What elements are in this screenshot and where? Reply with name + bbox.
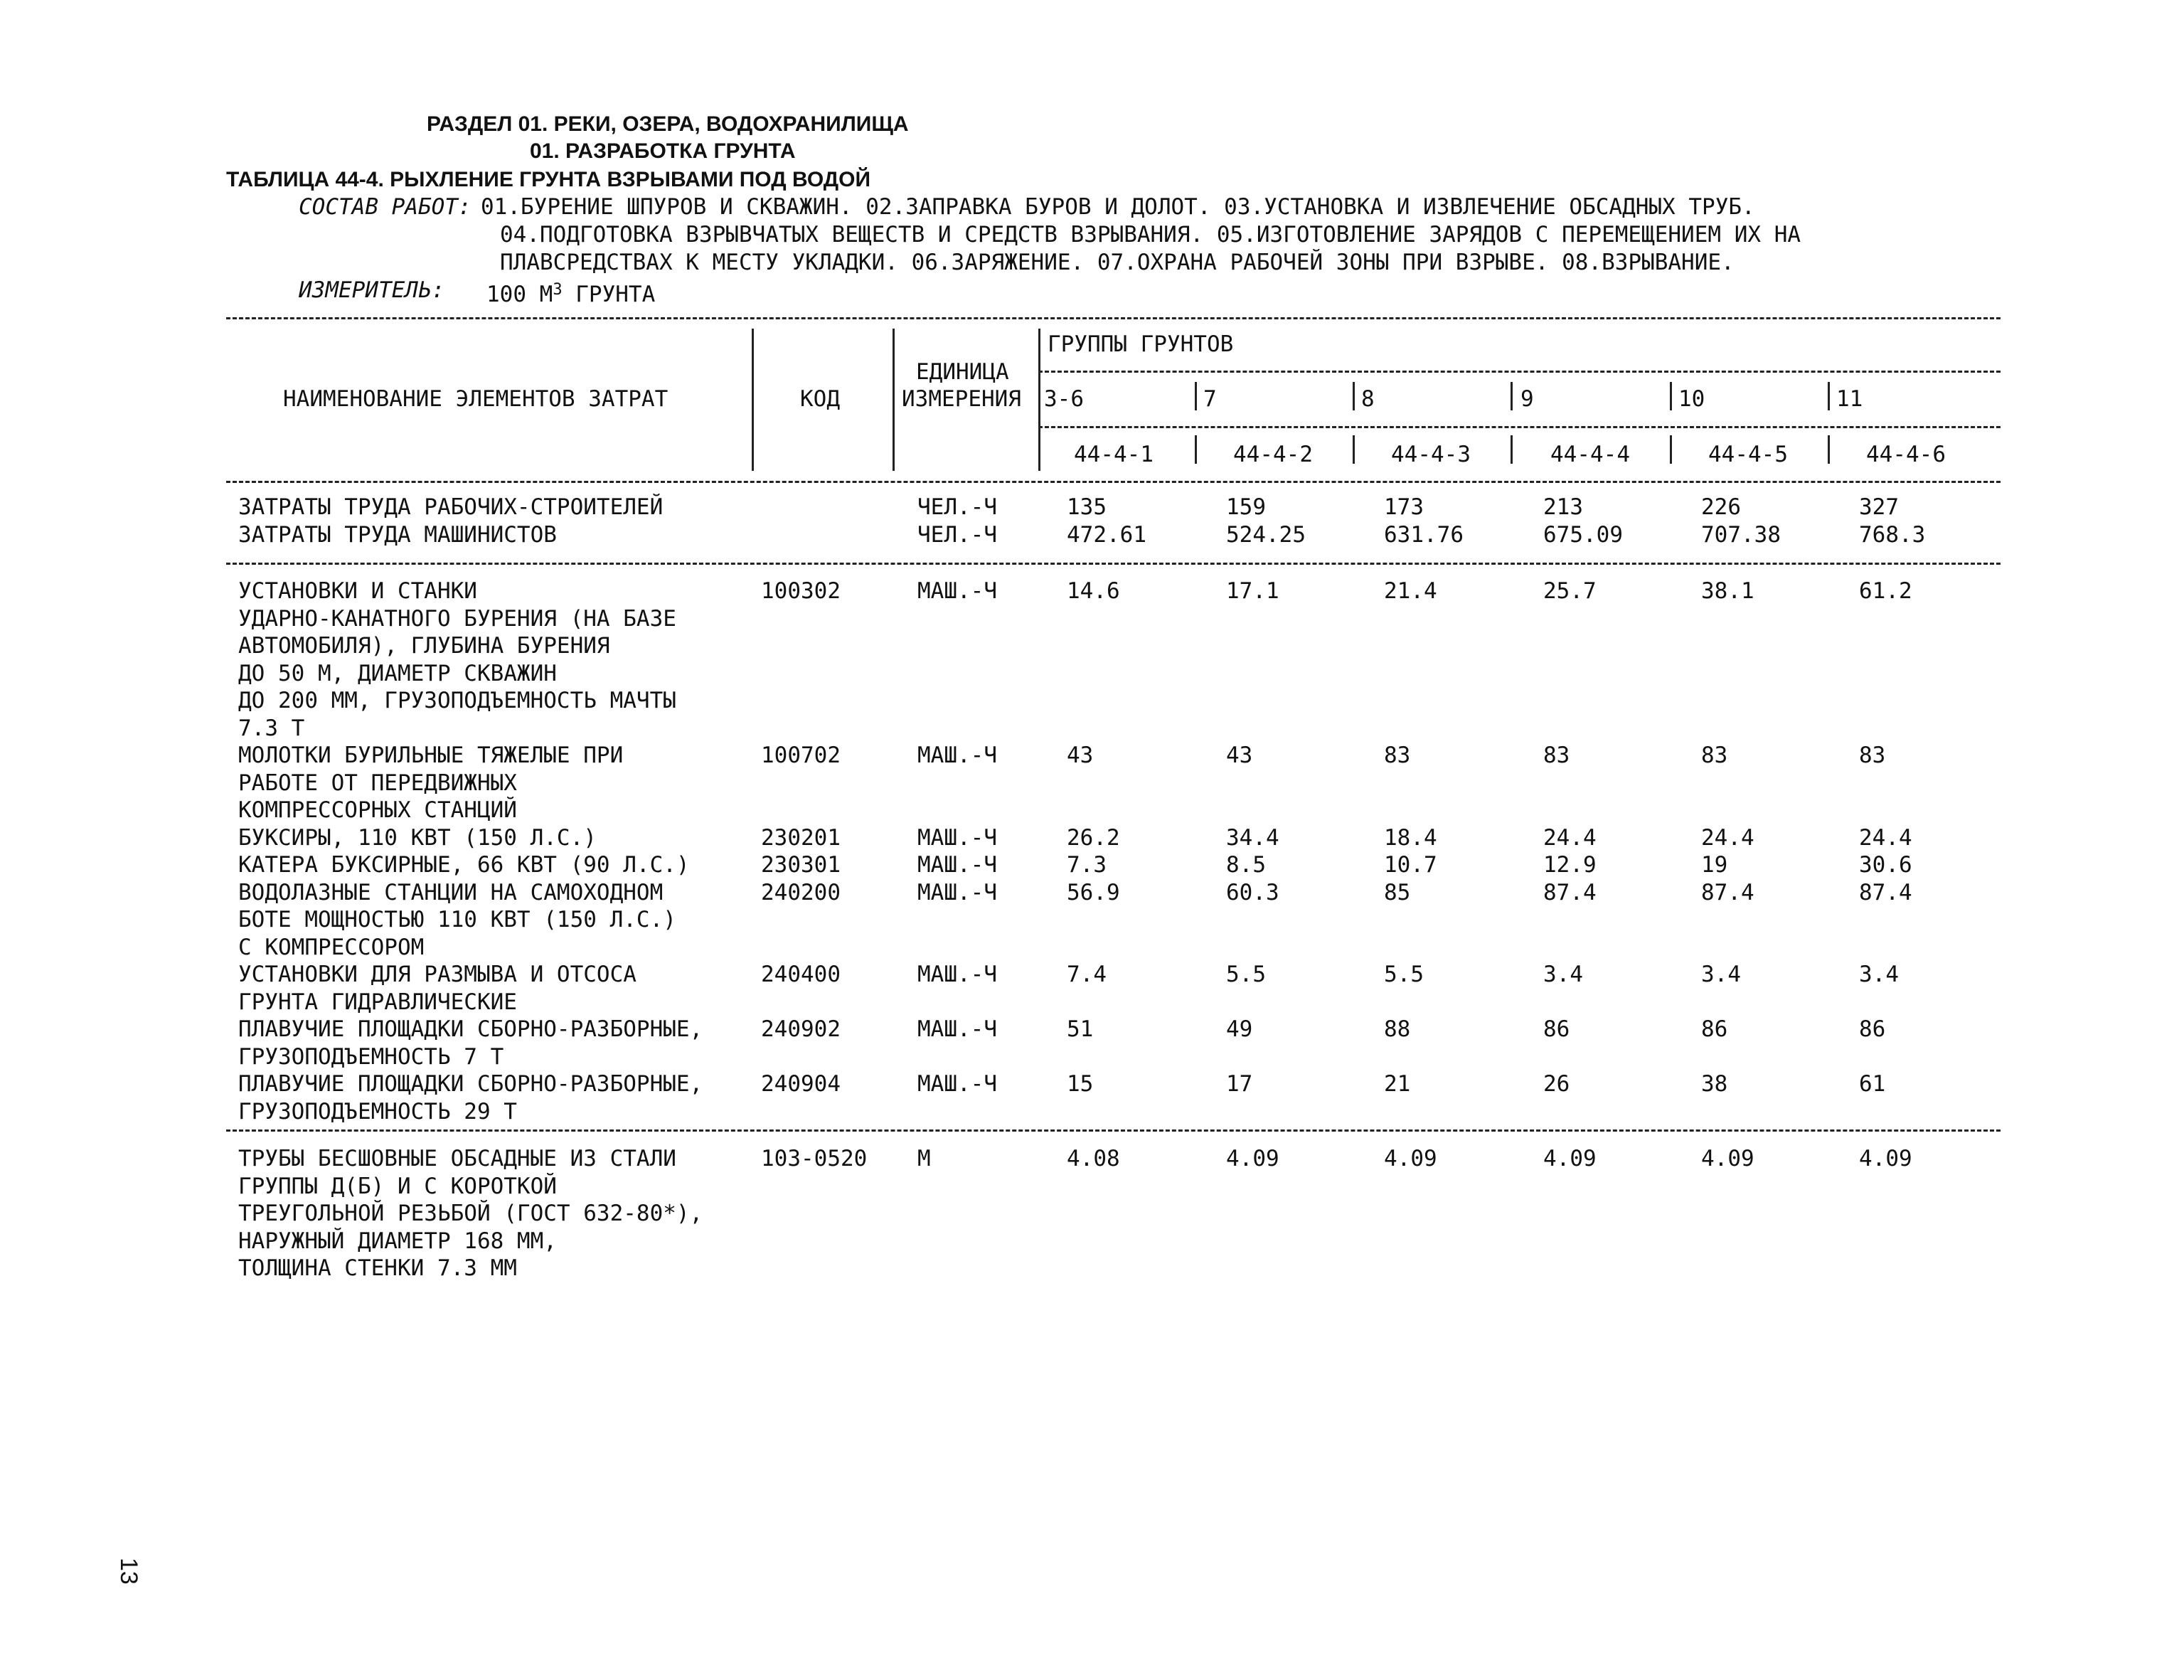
row-name-line: ГРУППЫ Д(Б) И С КОРОТКОЙ bbox=[238, 1173, 557, 1199]
row-value: 60.3 bbox=[1226, 879, 1279, 905]
row-name-line: ВОДОЛАЗНЫЕ СТАНЦИИ НА САМОХОДНОМ bbox=[238, 879, 664, 905]
row-value: 4.09 bbox=[1701, 1146, 1754, 1171]
row-value: 83 bbox=[1701, 743, 1728, 768]
row-value: 83 bbox=[1543, 743, 1570, 768]
work-label: СОСТАВ РАБОТ: bbox=[299, 194, 472, 220]
group-divider bbox=[1670, 382, 1672, 410]
row-value: 3.4 bbox=[1543, 962, 1583, 987]
row-name-line: ГРУЗОПОДЪЕМНОСТЬ 7 Т bbox=[238, 1043, 504, 1070]
row-name-line: ТРЕУГОЛЬНОЙ РЕЗЬБОЙ (ГОСТ 632-80*), bbox=[238, 1201, 703, 1226]
row-value: 21.4 bbox=[1384, 578, 1437, 604]
row-value: 173 bbox=[1384, 494, 1424, 520]
row-value: 26.2 bbox=[1067, 824, 1120, 851]
row-value: 4.09 bbox=[1543, 1146, 1597, 1171]
row-code: 100302 bbox=[761, 578, 841, 604]
group-label: 9 bbox=[1520, 386, 1534, 412]
row-value: 86 bbox=[1543, 1016, 1570, 1042]
groups-rule bbox=[1038, 371, 2001, 373]
row-value: 18.4 bbox=[1384, 824, 1437, 851]
row-value: 17.1 bbox=[1226, 578, 1279, 604]
row-value: 3.4 bbox=[1701, 962, 1741, 987]
row-value: 524.25 bbox=[1226, 521, 1306, 548]
row-value: 61.2 bbox=[1859, 578, 1912, 604]
row-value: 135 bbox=[1067, 494, 1107, 520]
row-unit: МАШ.-Ч bbox=[917, 743, 997, 768]
table-top-rule bbox=[226, 317, 2001, 319]
row-value: 56.9 bbox=[1067, 879, 1120, 905]
row-value: 472.61 bbox=[1067, 521, 1146, 548]
row-value: 8.5 bbox=[1226, 852, 1266, 878]
row-value: 15 bbox=[1067, 1071, 1094, 1097]
column-header-code: КОД bbox=[800, 386, 840, 412]
row-value: 88 bbox=[1384, 1016, 1411, 1042]
row-value: 38.1 bbox=[1701, 578, 1754, 604]
row-unit: ЧЕЛ.-Ч bbox=[917, 521, 997, 548]
column-code: 44-4-3 bbox=[1391, 442, 1471, 467]
row-name-line: ПЛАВУЧИЕ ПЛОЩАДКИ СБОРНО-РАЗБОРНЫЕ, bbox=[238, 1071, 703, 1097]
codes-rule bbox=[1038, 426, 2001, 428]
row-value: 26 bbox=[1543, 1071, 1570, 1097]
row-name-line: ЗАТРАТЫ ТРУДА РАБОЧИХ-СТРОИТЕЛЕЙ bbox=[238, 494, 664, 520]
row-name-line: ГРУНТА ГИДРАВЛИЧЕСКИЕ bbox=[238, 989, 517, 1015]
row-value: 19 bbox=[1701, 852, 1728, 878]
group-divider bbox=[1511, 435, 1513, 464]
row-value: 707.38 bbox=[1701, 521, 1781, 548]
work-line-2: 04.ПОДГОТОВКА ВЗРЫВЧАТЫХ ВЕЩЕСТВ И СРЕДСТВ ВЗРЫВАНИЯ. 05.ИЗГОТОВЛЕНИЕ ЗАРЯДОВ С ПЕРЕМЕЩЕНИЕМ ИХ НА bbox=[500, 222, 1801, 248]
row-value: 34.4 bbox=[1226, 824, 1279, 851]
work-line-1: 01.БУРЕНИЕ ШПУРОВ И СКВАЖИН. 02.ЗАПРАВКА БУРОВ И ДОЛОТ. 03.УСТАНОВКА И ИЗВЛЕЧЕНИЕ ОБСАДНЫХ ТРУБ. bbox=[481, 194, 1755, 220]
row-value: 12.9 bbox=[1543, 852, 1597, 878]
row-value: 87.4 bbox=[1543, 879, 1597, 905]
section-title: РАЗДЕЛ 01. РЕКИ, ОЗЕРА, ВОДОХРАНИЛИЩА bbox=[427, 112, 909, 136]
column-code: 44-4-1 bbox=[1074, 442, 1154, 467]
column-code: 44-4-6 bbox=[1866, 442, 1946, 467]
row-value: 86 bbox=[1701, 1016, 1728, 1042]
table-title: ТАБЛИЦА 44-4. РЫХЛЕНИЕ ГРУНТА ВЗРЫВАМИ ПОД ВОДОЙ bbox=[226, 168, 871, 191]
row-name-line: БУКСИРЫ, 110 КВТ (150 Л.С.) bbox=[238, 824, 597, 851]
group-label: 7 bbox=[1203, 386, 1217, 412]
row-value: 38 bbox=[1701, 1071, 1728, 1097]
row-name-line: КАТЕРА БУКСИРНЫЕ, 66 КВТ (90 Л.С.) bbox=[238, 852, 690, 878]
row-code: 240200 bbox=[761, 879, 841, 905]
row-code: 230201 bbox=[761, 824, 841, 851]
row-name-line: БОТЕ МОЩНОСТЬЮ 110 КВТ (150 Л.С.) bbox=[238, 907, 676, 932]
col-divider bbox=[893, 329, 895, 471]
labor-bottom-rule bbox=[226, 563, 2001, 565]
row-value: 43 bbox=[1067, 743, 1094, 768]
row-value: 3.4 bbox=[1859, 962, 1899, 987]
row-name-line: ДО 50 М, ДИАМЕТР СКВАЖИН bbox=[238, 660, 557, 686]
row-value: 87.4 bbox=[1859, 879, 1912, 905]
row-value: 4.09 bbox=[1226, 1146, 1279, 1171]
row-name-line: АВТОМОБИЛЯ), ГЛУБИНА БУРЕНИЯ bbox=[238, 633, 610, 659]
row-value: 30.6 bbox=[1859, 852, 1912, 878]
row-value: 4.09 bbox=[1384, 1146, 1437, 1171]
row-value: 51 bbox=[1067, 1016, 1094, 1042]
row-value: 14.6 bbox=[1067, 578, 1120, 604]
row-value: 5.5 bbox=[1226, 962, 1266, 987]
work-line-3: ПЛАВСРЕДСТВАХ К МЕСТУ УКЛАДКИ. 06.ЗАРЯЖЕНИЕ. 07.ОХРАНА РАБОЧЕЙ ЗОНЫ ПРИ ВЗРЫВЕ. 08.ВЗРЫВАНИЕ. bbox=[500, 250, 1735, 275]
row-value: 213 bbox=[1543, 494, 1583, 520]
group-divider bbox=[1828, 435, 1830, 464]
header-bottom-rule bbox=[226, 481, 2001, 483]
column-header-unit-bottom: ИЗМЕРЕНИЯ bbox=[902, 386, 1021, 412]
column-code: 44-4-4 bbox=[1550, 442, 1630, 467]
row-value: 21 bbox=[1384, 1071, 1411, 1097]
col-divider bbox=[1038, 329, 1040, 471]
column-code: 44-4-2 bbox=[1233, 442, 1313, 467]
row-name-line: 7.3 Т bbox=[238, 715, 305, 741]
group-divider bbox=[1511, 382, 1513, 410]
row-value: 10.7 bbox=[1384, 852, 1437, 878]
row-unit: МАШ.-Ч bbox=[917, 879, 997, 905]
row-name-line: ЗАТРАТЫ ТРУДА МАШИНИСТОВ bbox=[238, 521, 557, 548]
row-value: 83 bbox=[1859, 743, 1886, 768]
row-value: 5.5 bbox=[1384, 962, 1424, 987]
row-value: 4.09 bbox=[1859, 1146, 1912, 1171]
row-value: 226 bbox=[1701, 494, 1741, 520]
group-divider bbox=[1195, 382, 1197, 410]
row-value: 61 bbox=[1859, 1071, 1886, 1097]
row-value: 24.4 bbox=[1859, 824, 1912, 851]
column-header-unit-top: ЕДИНИЦА bbox=[916, 359, 1009, 385]
row-name-line: ДО 200 ММ, ГРУЗОПОДЪЕМНОСТЬ МАЧТЫ bbox=[238, 688, 676, 713]
row-value: 768.3 bbox=[1859, 521, 1926, 548]
row-name-line: КОМПРЕССОРНЫХ СТАНЦИЙ bbox=[238, 797, 517, 823]
page-number: 13 bbox=[115, 1558, 142, 1585]
row-name-line: МОЛОТКИ БУРИЛЬНЫЕ ТЯЖЕЛЫЕ ПРИ bbox=[238, 743, 624, 768]
row-value: 24.4 bbox=[1701, 824, 1754, 851]
row-value: 85 bbox=[1384, 879, 1411, 905]
row-value: 17 bbox=[1226, 1071, 1253, 1097]
row-value: 7.4 bbox=[1067, 962, 1107, 987]
row-value: 327 bbox=[1859, 494, 1899, 520]
row-value: 7.3 bbox=[1067, 852, 1107, 878]
group-label: 8 bbox=[1361, 386, 1375, 412]
row-code: 240904 bbox=[761, 1071, 841, 1097]
row-name-line: С КОМПРЕССОРОМ bbox=[238, 934, 425, 960]
measure-label: ИЗМЕРИТЕЛЬ: bbox=[299, 277, 445, 303]
row-code: 100702 bbox=[761, 743, 841, 768]
row-value: 49 bbox=[1226, 1016, 1253, 1042]
column-header-name: НАИМЕНОВАНИЕ ЭЛЕМЕНТОВ ЗАТРАТ bbox=[283, 386, 668, 412]
row-value: 24.4 bbox=[1543, 824, 1597, 851]
row-name-line: ТОЛЩИНА СТЕНКИ 7.3 ММ bbox=[238, 1255, 517, 1281]
row-unit: МАШ.-Ч bbox=[917, 1016, 997, 1042]
row-unit: М bbox=[917, 1146, 931, 1171]
column-header-groups: ГРУППЫ ГРУНТОВ bbox=[1048, 331, 1234, 357]
group-label: 11 bbox=[1836, 386, 1863, 412]
row-name-line: НАРУЖНЫЙ ДИАМЕТР 168 ММ, bbox=[238, 1228, 557, 1254]
row-value: 4.08 bbox=[1067, 1146, 1120, 1171]
subsection-title: 01. РАЗРАБОТКА ГРУНТА bbox=[530, 139, 796, 163]
row-value: 86 bbox=[1859, 1016, 1886, 1042]
row-value: 675.09 bbox=[1543, 521, 1623, 548]
group-divider bbox=[1353, 435, 1355, 464]
row-unit: МАШ.-Ч bbox=[917, 1071, 997, 1097]
col-divider bbox=[752, 329, 754, 471]
row-code: 240902 bbox=[761, 1016, 841, 1042]
row-unit: МАШ.-Ч bbox=[917, 824, 997, 851]
row-name-line: УСТАНОВКИ ДЛЯ РАЗМЫВА И ОТСОСА bbox=[238, 962, 636, 987]
row-unit: МАШ.-Ч bbox=[917, 852, 997, 878]
row-name-line: УСТАНОВКИ И СТАНКИ bbox=[238, 578, 477, 604]
machines-bottom-rule bbox=[226, 1129, 2001, 1132]
group-divider bbox=[1670, 435, 1672, 464]
column-code: 44-4-5 bbox=[1708, 442, 1788, 467]
group-label: 3-6 bbox=[1044, 386, 1084, 412]
group-divider bbox=[1353, 382, 1355, 410]
group-divider bbox=[1195, 435, 1197, 464]
row-name-line: УДАРНО-КАНАТНОГО БУРЕНИЯ (НА БАЗЕ bbox=[238, 605, 676, 632]
row-code: 240400 bbox=[761, 962, 841, 987]
row-value: 43 bbox=[1226, 743, 1253, 768]
row-unit: МАШ.-Ч bbox=[917, 578, 997, 604]
row-value: 631.76 bbox=[1384, 521, 1464, 548]
row-value: 159 bbox=[1226, 494, 1266, 520]
group-divider bbox=[1828, 382, 1830, 410]
row-value: 83 bbox=[1384, 743, 1411, 768]
row-name-line: ТРУБЫ БЕСШОВНЫЕ ОБСАДНЫЕ ИЗ СТАЛИ bbox=[238, 1146, 676, 1171]
group-label: 10 bbox=[1678, 386, 1705, 412]
row-value: 87.4 bbox=[1701, 879, 1754, 905]
row-value: 25.7 bbox=[1543, 578, 1597, 604]
row-name-line: ГРУЗОПОДЪЕМНОСТЬ 29 Т bbox=[238, 1098, 517, 1125]
row-name-line: ПЛАВУЧИЕ ПЛОЩАДКИ СБОРНО-РАЗБОРНЫЕ, bbox=[238, 1016, 703, 1042]
row-code: 230301 bbox=[761, 852, 841, 878]
row-unit: МАШ.-Ч bbox=[917, 962, 997, 987]
row-code: 103-0520 bbox=[761, 1146, 868, 1171]
row-unit: ЧЕЛ.-Ч bbox=[917, 494, 997, 520]
row-name-line: РАБОТЕ ОТ ПЕРЕДВИЖНЫХ bbox=[238, 770, 517, 796]
measure-value: 100 $М^3$ ГРУНТА bbox=[486, 281, 656, 307]
